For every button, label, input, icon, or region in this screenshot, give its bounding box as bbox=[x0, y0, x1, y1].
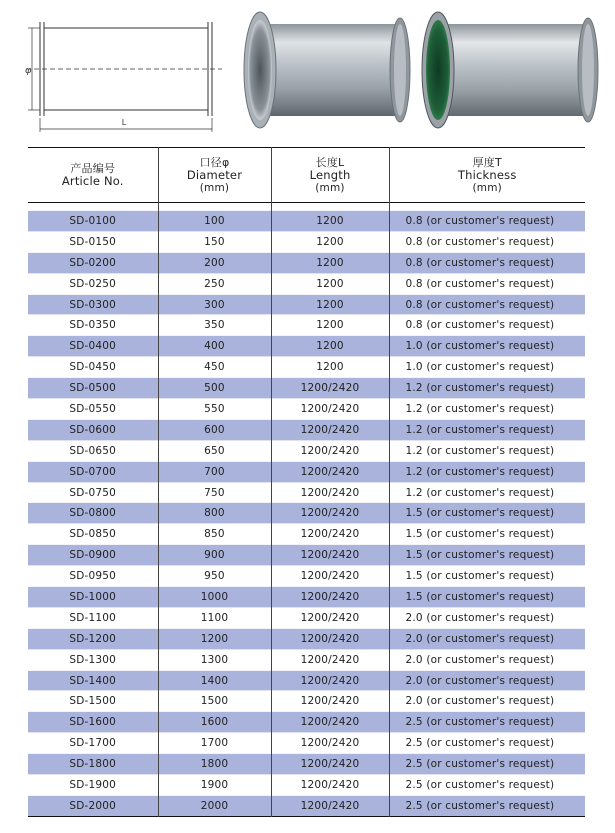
cell-article: SD-0400 bbox=[28, 336, 158, 357]
cell-diameter: 400 bbox=[158, 336, 271, 357]
table-row bbox=[28, 336, 585, 357]
cell-length: 1200/2420 bbox=[271, 754, 389, 775]
cell-length: 1200 bbox=[271, 273, 389, 294]
cell-thickness: 2.0 (or customer's request) bbox=[389, 691, 585, 712]
cell-diameter: 900 bbox=[158, 545, 271, 566]
cell-length: 1200/2420 bbox=[271, 419, 389, 440]
length-symbol: L bbox=[121, 118, 127, 127]
cell-article: SD-1800 bbox=[28, 754, 158, 775]
diameter-symbol: φ bbox=[25, 66, 32, 76]
table-row bbox=[28, 461, 585, 482]
table-row bbox=[28, 399, 585, 420]
table-row bbox=[28, 795, 585, 816]
table-body bbox=[28, 211, 585, 817]
cell-diameter: 600 bbox=[158, 419, 271, 440]
cell-diameter: 1600 bbox=[158, 712, 271, 733]
header-thickness: 厚度T Thickness (mm) bbox=[389, 148, 585, 203]
table-row bbox=[28, 566, 585, 587]
cell-length: 1200 bbox=[271, 231, 389, 252]
cell-diameter: 1700 bbox=[158, 733, 271, 754]
cell-article: SD-0900 bbox=[28, 545, 158, 566]
table-row bbox=[28, 357, 585, 378]
cell-diameter: 1400 bbox=[158, 670, 271, 691]
cell-thickness: 1.5 (or customer's request) bbox=[389, 566, 585, 587]
cell-diameter: 700 bbox=[158, 461, 271, 482]
table-row bbox=[28, 211, 585, 232]
cell-diameter: 500 bbox=[158, 378, 271, 399]
cell-article: SD-1300 bbox=[28, 649, 158, 670]
table-row bbox=[28, 252, 585, 273]
table-row bbox=[28, 231, 585, 252]
cell-article: SD-0100 bbox=[28, 211, 158, 232]
cell-length: 1200/2420 bbox=[271, 712, 389, 733]
cell-article: SD-1600 bbox=[28, 712, 158, 733]
cell-article: SD-0250 bbox=[28, 273, 158, 294]
cell-article: SD-0550 bbox=[28, 399, 158, 420]
cell-diameter: 300 bbox=[158, 294, 271, 315]
cell-article: SD-1400 bbox=[28, 670, 158, 691]
cell-article: SD-0200 bbox=[28, 252, 158, 273]
table-row bbox=[28, 587, 585, 608]
table-row bbox=[28, 524, 585, 545]
cell-length: 1200/2420 bbox=[271, 524, 389, 545]
cell-thickness: 0.8 (or customer's request) bbox=[389, 252, 585, 273]
cell-diameter: 350 bbox=[158, 315, 271, 336]
cell-thickness: 1.0 (or customer's request) bbox=[389, 336, 585, 357]
table-row bbox=[28, 712, 585, 733]
cell-article: SD-1500 bbox=[28, 691, 158, 712]
cell-length: 1200 bbox=[271, 294, 389, 315]
cell-thickness: 2.0 (or customer's request) bbox=[389, 670, 585, 691]
cell-article: SD-0950 bbox=[28, 566, 158, 587]
table-row bbox=[28, 419, 585, 440]
cell-length: 1200/2420 bbox=[271, 775, 389, 796]
cell-thickness: 1.2 (or customer's request) bbox=[389, 440, 585, 461]
cell-diameter: 1300 bbox=[158, 649, 271, 670]
table-row bbox=[28, 733, 585, 754]
cell-length: 1200/2420 bbox=[271, 545, 389, 566]
cell-article: SD-0650 bbox=[28, 440, 158, 461]
cell-article: SD-0500 bbox=[28, 378, 158, 399]
table-row bbox=[28, 294, 585, 315]
header-length: 长度L Length (mm) bbox=[271, 148, 389, 203]
cell-diameter: 1800 bbox=[158, 754, 271, 775]
cell-thickness: 2.5 (or customer's request) bbox=[389, 754, 585, 775]
cell-diameter: 100 bbox=[158, 211, 271, 232]
cell-article: SD-0700 bbox=[28, 461, 158, 482]
cell-thickness: 1.5 (or customer's request) bbox=[389, 545, 585, 566]
pipe-technical-drawing bbox=[22, 8, 227, 136]
table-row bbox=[28, 503, 585, 524]
cell-article: SD-1700 bbox=[28, 733, 158, 754]
cell-length: 1200/2420 bbox=[271, 670, 389, 691]
cell-article: SD-0150 bbox=[28, 231, 158, 252]
cell-article: SD-0450 bbox=[28, 357, 158, 378]
cell-diameter: 950 bbox=[158, 566, 271, 587]
cell-diameter: 1500 bbox=[158, 691, 271, 712]
cell-diameter: 150 bbox=[158, 231, 271, 252]
cell-diameter: 1000 bbox=[158, 587, 271, 608]
cell-thickness: 1.2 (or customer's request) bbox=[389, 482, 585, 503]
cell-length: 1200 bbox=[271, 336, 389, 357]
cell-diameter: 800 bbox=[158, 503, 271, 524]
cell-length: 1200/2420 bbox=[271, 587, 389, 608]
cell-thickness: 1.5 (or customer's request) bbox=[389, 587, 585, 608]
table-row bbox=[28, 775, 585, 796]
cell-article: SD-1900 bbox=[28, 775, 158, 796]
cell-article: SD-1100 bbox=[28, 607, 158, 628]
cell-thickness: 0.8 (or customer's request) bbox=[389, 231, 585, 252]
cell-diameter: 200 bbox=[158, 252, 271, 273]
cell-article: SD-0300 bbox=[28, 294, 158, 315]
cell-length: 1200 bbox=[271, 211, 389, 232]
cell-length: 1200/2420 bbox=[271, 649, 389, 670]
cell-article: SD-1200 bbox=[28, 628, 158, 649]
cell-diameter: 1100 bbox=[158, 607, 271, 628]
cell-thickness: 0.8 (or customer's request) bbox=[389, 315, 585, 336]
header-diameter: 口径φ Diameter (mm) bbox=[158, 148, 271, 203]
cell-thickness: 1.2 (or customer's request) bbox=[389, 461, 585, 482]
table-row bbox=[28, 378, 585, 399]
cell-article: SD-0850 bbox=[28, 524, 158, 545]
pipe-photo-green-lining bbox=[420, 10, 610, 138]
cell-diameter: 450 bbox=[158, 357, 271, 378]
cell-length: 1200/2420 bbox=[271, 461, 389, 482]
cell-length: 1200 bbox=[271, 357, 389, 378]
cell-length: 1200 bbox=[271, 252, 389, 273]
table-row bbox=[28, 482, 585, 503]
table-row bbox=[28, 691, 585, 712]
table-row bbox=[28, 754, 585, 775]
cell-thickness: 2.0 (or customer's request) bbox=[389, 607, 585, 628]
cell-thickness: 0.8 (or customer's request) bbox=[389, 211, 585, 232]
cell-length: 1200/2420 bbox=[271, 399, 389, 420]
cell-diameter: 2000 bbox=[158, 795, 271, 816]
cell-length: 1200/2420 bbox=[271, 733, 389, 754]
cell-thickness: 0.8 (or customer's request) bbox=[389, 273, 585, 294]
cell-length: 1200/2420 bbox=[271, 691, 389, 712]
header-article: 产品编号 Article No. bbox=[61, 162, 124, 188]
cell-thickness: 1.2 (or customer's request) bbox=[389, 399, 585, 420]
cell-thickness: 0.8 (or customer's request) bbox=[389, 294, 585, 315]
table-header-row bbox=[28, 148, 585, 203]
cell-diameter: 1200 bbox=[158, 628, 271, 649]
cell-diameter: 1900 bbox=[158, 775, 271, 796]
table-row bbox=[28, 649, 585, 670]
cell-thickness: 2.0 (or customer's request) bbox=[389, 649, 585, 670]
cell-diameter: 850 bbox=[158, 524, 271, 545]
cell-thickness: 2.5 (or customer's request) bbox=[389, 712, 585, 733]
pipe-photo bbox=[240, 10, 418, 138]
table-row bbox=[28, 628, 585, 649]
cell-article: SD-0600 bbox=[28, 419, 158, 440]
cell-length: 1200 bbox=[271, 315, 389, 336]
cell-article: SD-0800 bbox=[28, 503, 158, 524]
cell-thickness: 2.0 (or customer's request) bbox=[389, 628, 585, 649]
cell-diameter: 550 bbox=[158, 399, 271, 420]
product-figures bbox=[0, 0, 615, 140]
cell-thickness: 1.5 (or customer's request) bbox=[389, 503, 585, 524]
cell-diameter: 250 bbox=[158, 273, 271, 294]
cell-length: 1200/2420 bbox=[271, 566, 389, 587]
cell-length: 1200/2420 bbox=[271, 628, 389, 649]
table-row bbox=[28, 607, 585, 628]
cell-thickness: 2.5 (or customer's request) bbox=[389, 733, 585, 754]
cell-article: SD-1000 bbox=[28, 587, 158, 608]
cell-article: SD-2000 bbox=[28, 795, 158, 816]
table-row bbox=[28, 545, 585, 566]
cell-length: 1200/2420 bbox=[271, 607, 389, 628]
cell-length: 1200/2420 bbox=[271, 378, 389, 399]
cell-article: SD-0750 bbox=[28, 482, 158, 503]
cell-thickness: 1.0 (or customer's request) bbox=[389, 357, 585, 378]
cell-article: SD-0350 bbox=[28, 315, 158, 336]
cell-thickness: 1.2 (or customer's request) bbox=[389, 419, 585, 440]
table-row bbox=[28, 670, 585, 691]
cell-length: 1200/2420 bbox=[271, 795, 389, 816]
cell-diameter: 750 bbox=[158, 482, 271, 503]
cell-thickness: 1.2 (or customer's request) bbox=[389, 378, 585, 399]
specification-table bbox=[28, 147, 585, 817]
cell-thickness: 2.5 (or customer's request) bbox=[389, 795, 585, 816]
table-row bbox=[28, 273, 585, 294]
cell-thickness: 1.5 (or customer's request) bbox=[389, 524, 585, 545]
cell-thickness: 2.5 (or customer's request) bbox=[389, 775, 585, 796]
cell-length: 1200/2420 bbox=[271, 440, 389, 461]
table-row bbox=[28, 315, 585, 336]
header-separator bbox=[28, 203, 585, 211]
cell-length: 1200/2420 bbox=[271, 503, 389, 524]
cell-diameter: 650 bbox=[158, 440, 271, 461]
cell-length: 1200/2420 bbox=[271, 482, 389, 503]
table-row bbox=[28, 440, 585, 461]
